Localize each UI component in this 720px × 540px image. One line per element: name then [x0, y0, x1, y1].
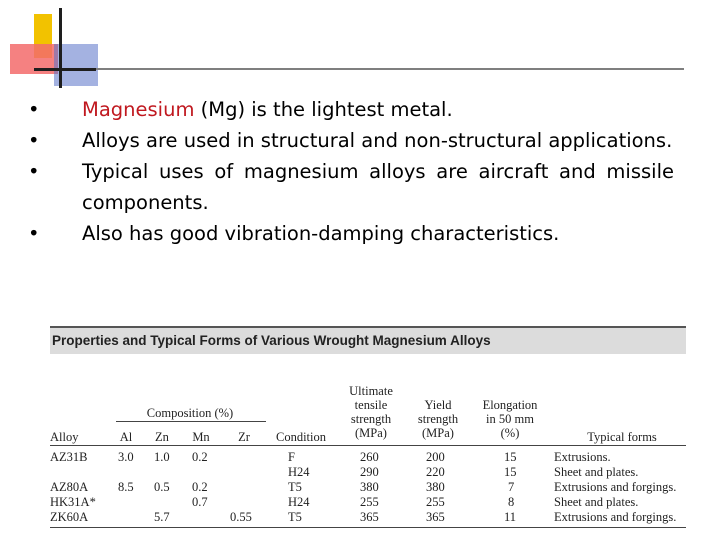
bullet-item: [24, 125, 674, 156]
bullet-icon: •: [28, 98, 40, 121]
col-alloy: Alloy: [50, 430, 79, 444]
table-body: [50, 446, 686, 528]
table-row: [50, 450, 686, 465]
col-yield-line: strength: [417, 412, 459, 426]
col-zn: Zn: [155, 430, 169, 444]
col-yield: [406, 398, 470, 440]
cell-uts: 260: [360, 450, 379, 464]
table-title: Properties and Typical Forms of Various Wrought Magnesium Alloys: [50, 326, 686, 354]
col-uts-line: Ultimate: [349, 384, 393, 398]
cell-zr: 0.55: [230, 510, 252, 524]
cell-condition: F: [288, 450, 295, 464]
bullet-text-line: Typical uses of magnesium alloys are aircraft and missile: [82, 160, 674, 183]
cell-yield: 365: [426, 510, 445, 524]
bullet-icon: •: [28, 129, 40, 152]
col-elongation: [474, 398, 546, 440]
cell-forms: Extrusions.: [554, 450, 611, 464]
composition-header: Composition (%): [146, 406, 234, 420]
cell-elongation: 7: [508, 480, 515, 494]
cell-forms: Sheet and plates.: [554, 465, 639, 479]
cell-yield: 255: [426, 495, 445, 509]
cell-alloy: AZ31B: [50, 450, 88, 464]
cell-zn: 0.5: [154, 480, 170, 494]
cell-uts: 290: [360, 465, 379, 479]
cell-forms: Extrusions and forgings.: [554, 480, 677, 494]
cell-condition: T5: [288, 480, 302, 494]
bullet-text: Also has good vibration-damping characteristics.: [82, 222, 560, 245]
cell-uts: 255: [360, 495, 379, 509]
decor-vertical-line: [59, 8, 62, 88]
bullet-text: Alloys are used in structural and non-structural applications.: [82, 129, 673, 152]
bullet-text: (Mg) is the lightest metal.: [194, 98, 453, 121]
cell-yield: 380: [426, 480, 445, 494]
col-mn: Mn: [192, 430, 210, 444]
col-uts-line: strength: [350, 412, 392, 426]
col-yield-line: Yield: [424, 398, 452, 412]
composition-underline: [116, 421, 266, 422]
cell-elongation: 11: [504, 510, 517, 524]
col-uts-line: tensile: [354, 398, 388, 412]
cell-alloy: ZK60A: [50, 510, 89, 524]
bullet-text-line: components.: [82, 191, 209, 214]
decor-divider-accent: [34, 68, 96, 71]
cell-al: 8.5: [118, 480, 134, 494]
bullet-icon: •: [28, 160, 40, 183]
table-row: [50, 495, 686, 510]
cell-forms: Sheet and plates.: [554, 495, 639, 509]
table-row: [50, 480, 686, 495]
cell-condition: H24: [288, 495, 310, 509]
cell-elongation: 8: [508, 495, 515, 509]
cell-zn: 1.0: [154, 450, 170, 464]
cell-mn: 0.2: [192, 450, 208, 464]
col-elongation-line: in 50 mm: [486, 412, 534, 426]
cell-uts: 365: [360, 510, 379, 524]
bullet-item: [24, 156, 674, 218]
table-row: [50, 510, 686, 525]
cell-condition: H24: [288, 465, 310, 479]
col-zr: Zr: [238, 430, 250, 444]
table-bottom-rule: [50, 527, 686, 528]
cell-forms: Extrusions and forgings.: [554, 510, 677, 524]
table-row: [50, 465, 686, 480]
table-header: [50, 354, 686, 446]
bullet-list: [24, 94, 674, 249]
cell-yield: 200: [426, 450, 445, 464]
cell-mn: 0.2: [192, 480, 208, 494]
col-al: Al: [119, 430, 133, 444]
title-divider-line: [34, 68, 684, 70]
col-elongation-line: Elongation: [482, 398, 538, 412]
col-condition: Condition: [275, 430, 326, 444]
cell-alloy: AZ80A: [50, 480, 89, 494]
col-uts-line: (MPa): [355, 426, 387, 440]
cell-zn: 5.7: [154, 510, 170, 524]
bullet-icon: •: [28, 222, 40, 245]
col-yield-line: (MPa): [422, 426, 454, 440]
cell-al: 3.0: [118, 450, 134, 464]
alloy-properties-table: [50, 326, 686, 528]
cell-elongation: 15: [504, 450, 517, 464]
highlight-term: Magnesium: [82, 98, 195, 121]
bullet-item: [24, 94, 674, 125]
cell-condition: T5: [288, 510, 302, 524]
col-elongation-line: (%): [500, 426, 520, 440]
col-uts: [340, 384, 402, 440]
cell-elongation: 15: [504, 465, 517, 479]
cell-alloy: HK31A*: [50, 495, 96, 509]
cell-yield: 220: [426, 465, 445, 479]
col-forms: Typical forms: [587, 430, 657, 444]
cell-uts: 380: [360, 480, 379, 494]
cell-mn: 0.7: [192, 495, 208, 509]
bullet-item: [24, 218, 674, 249]
